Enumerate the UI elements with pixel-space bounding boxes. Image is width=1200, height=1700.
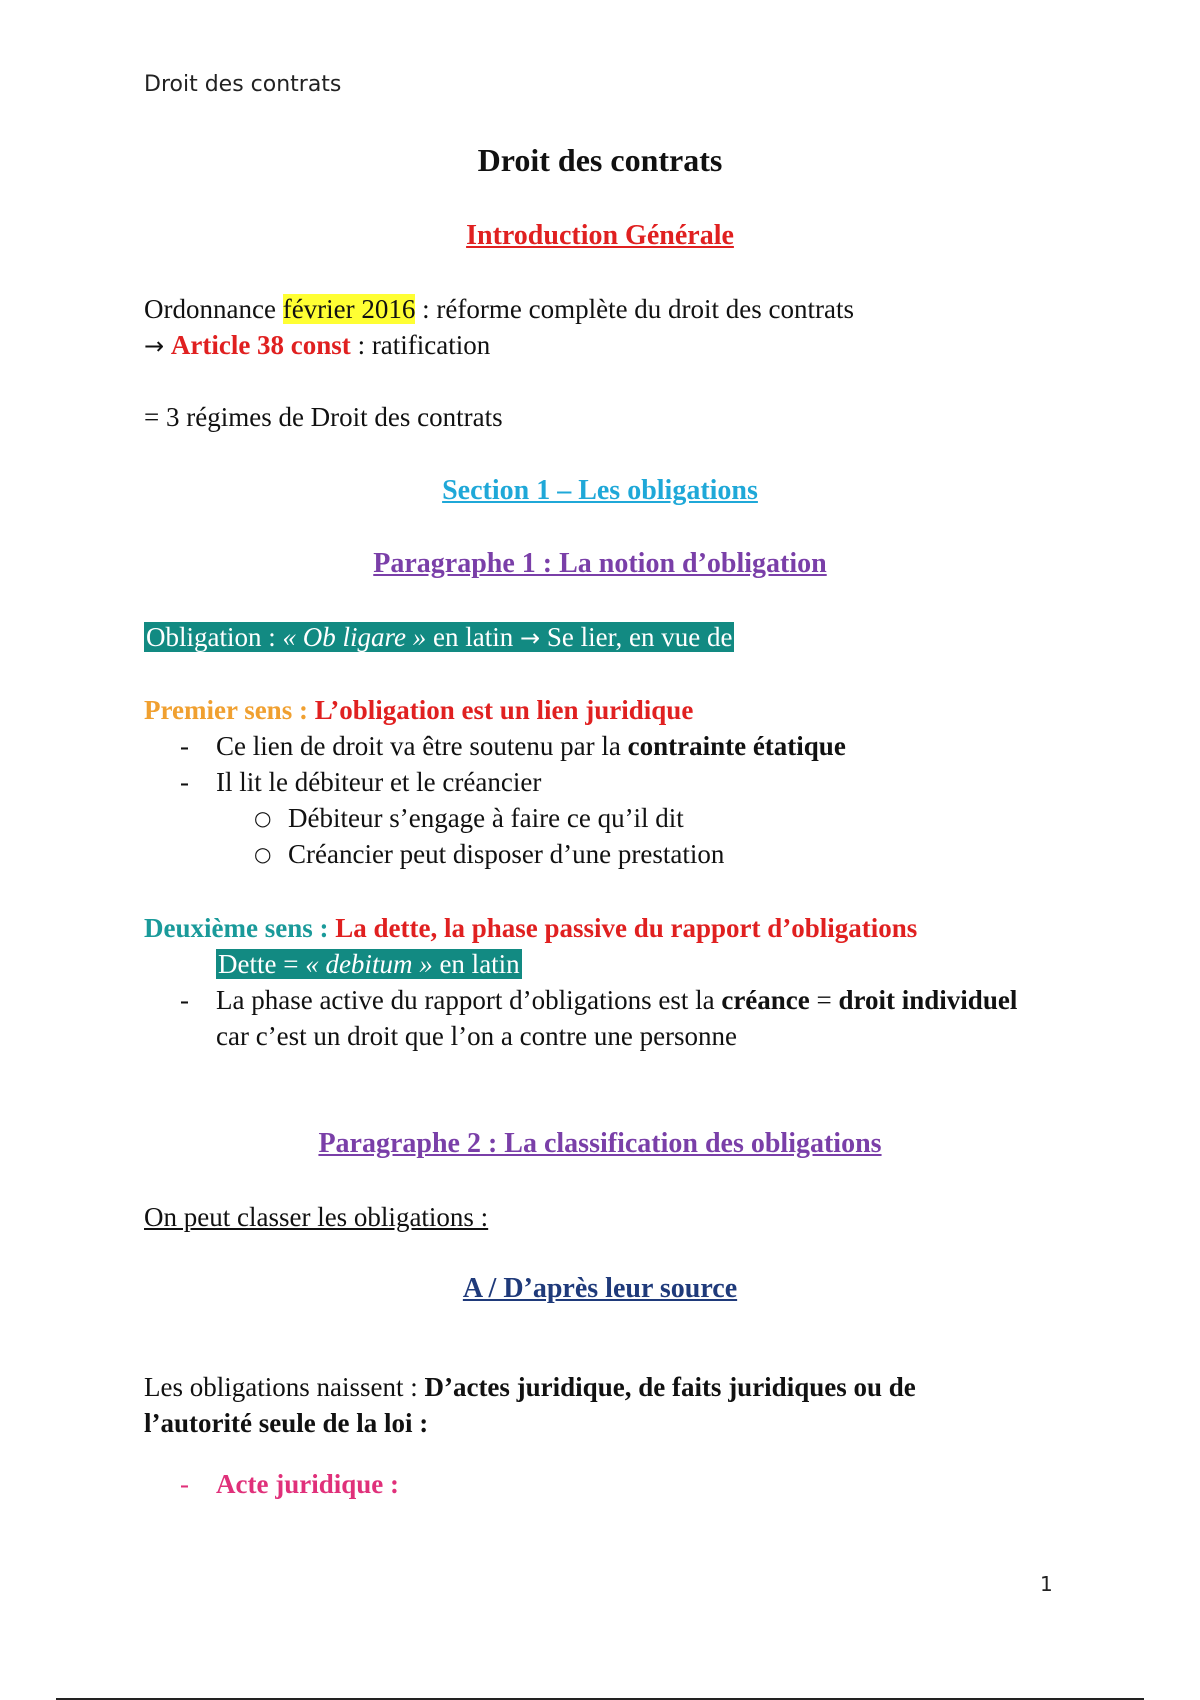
page-number: 1 (1040, 1572, 1053, 1596)
arrow-right-icon: → (144, 332, 165, 360)
ordonnance-line (144, 292, 854, 326)
obligation-definition (144, 620, 734, 655)
document-title: Droit des contrats (477, 142, 723, 178)
dette-text-a: Dette = (218, 949, 306, 979)
ordonnance-suffix: : réforme complète du droit des contrats (415, 294, 855, 324)
dette-latin: « debitum » (305, 949, 433, 979)
article-suffix: : ratification (350, 330, 491, 360)
obligation-latin: « Ob ligare » (282, 622, 427, 652)
article-bold: Article 38 const (170, 330, 351, 360)
dette-line (216, 947, 522, 981)
premier-sens-label: Premier sens : (144, 695, 315, 725)
intro-heading: Introduction Générale (466, 220, 734, 251)
arrow-right-icon: → (519, 624, 541, 652)
premier-item-2: Il lit le débiteur et le créancier (216, 767, 542, 797)
premier-item-1 (216, 729, 846, 763)
naissent-line1 (144, 1370, 916, 1404)
naissent-line2 (144, 1406, 428, 1440)
premier-subitem-2: Créancier peut disposer d’une prestation (288, 839, 725, 869)
deuxieme-sens-label: Deuxième sens : (144, 913, 336, 943)
dash-bullet: - (180, 731, 189, 761)
naissent-bold1: D’actes juridique, de faits juridiques ou de (424, 1372, 916, 1402)
deuxieme-item-bold1: créance (721, 985, 810, 1015)
ordonnance-prefix: Ordonnance (144, 294, 283, 324)
deuxieme-item-line1 (216, 983, 1017, 1017)
premier-subitem-1: Débiteur s’engage à faire ce qu’il dit (288, 803, 684, 833)
obligation-text-a: Obligation : (146, 622, 283, 652)
premier-item-1-text: Ce lien de droit va être soutenu par la (216, 731, 628, 761)
deuxieme-sens-line (144, 911, 917, 945)
regimes-line: = 3 régimes de Droit des contrats (144, 402, 503, 432)
classer-line: On peut classer les obligations : (144, 1202, 489, 1232)
obligation-text-b: en latin (426, 622, 520, 652)
deuxieme-item-text1: La phase active du rapport d’obligations est la (216, 985, 722, 1015)
obligation-text-c: Se lier, en vue de (540, 622, 733, 652)
paragraph2-heading: Paragraphe 2 : La classification des obligations (318, 1128, 882, 1159)
dash-bullet: - (180, 767, 189, 797)
circle-bullet-icon: ○ (254, 842, 272, 866)
paragraph1-heading: Paragraphe 1 : La notion d’obligation (373, 548, 827, 579)
premier-sens-line (144, 693, 693, 727)
naissent-text: Les obligations naissent : (144, 1372, 425, 1402)
acte-juridique-item: Acte juridique : (216, 1469, 399, 1499)
dette-box (216, 949, 522, 979)
circle-bullet-icon: ○ (254, 806, 272, 830)
dash-bullet: - (180, 985, 189, 1015)
section1-heading: Section 1 – Les obligations (442, 475, 758, 506)
naissent-bold2: l’autorité seule de la loi : (144, 1408, 429, 1438)
a-source-heading: A / D’après leur source (462, 1273, 738, 1304)
deuxieme-item-line2: car c’est un droit que l’on a contre une personne (216, 1021, 738, 1051)
deuxieme-item-bold2: droit individuel (838, 985, 1018, 1015)
dash-bullet: - (180, 1469, 189, 1499)
deuxieme-sens-text: La dette, la phase passive du rapport d’obligations (335, 913, 918, 943)
deuxieme-item-mid: = (809, 985, 839, 1015)
article-line (144, 328, 490, 363)
ordonnance-highlight: février 2016 (282, 294, 416, 324)
running-header: Droit des contrats (144, 72, 342, 97)
dette-text-b: en latin (432, 949, 520, 979)
premier-item-1-bold: contrainte étatique (627, 731, 846, 761)
premier-sens-text: L’obligation est un lien juridique (314, 695, 694, 725)
obligation-box (144, 622, 734, 652)
